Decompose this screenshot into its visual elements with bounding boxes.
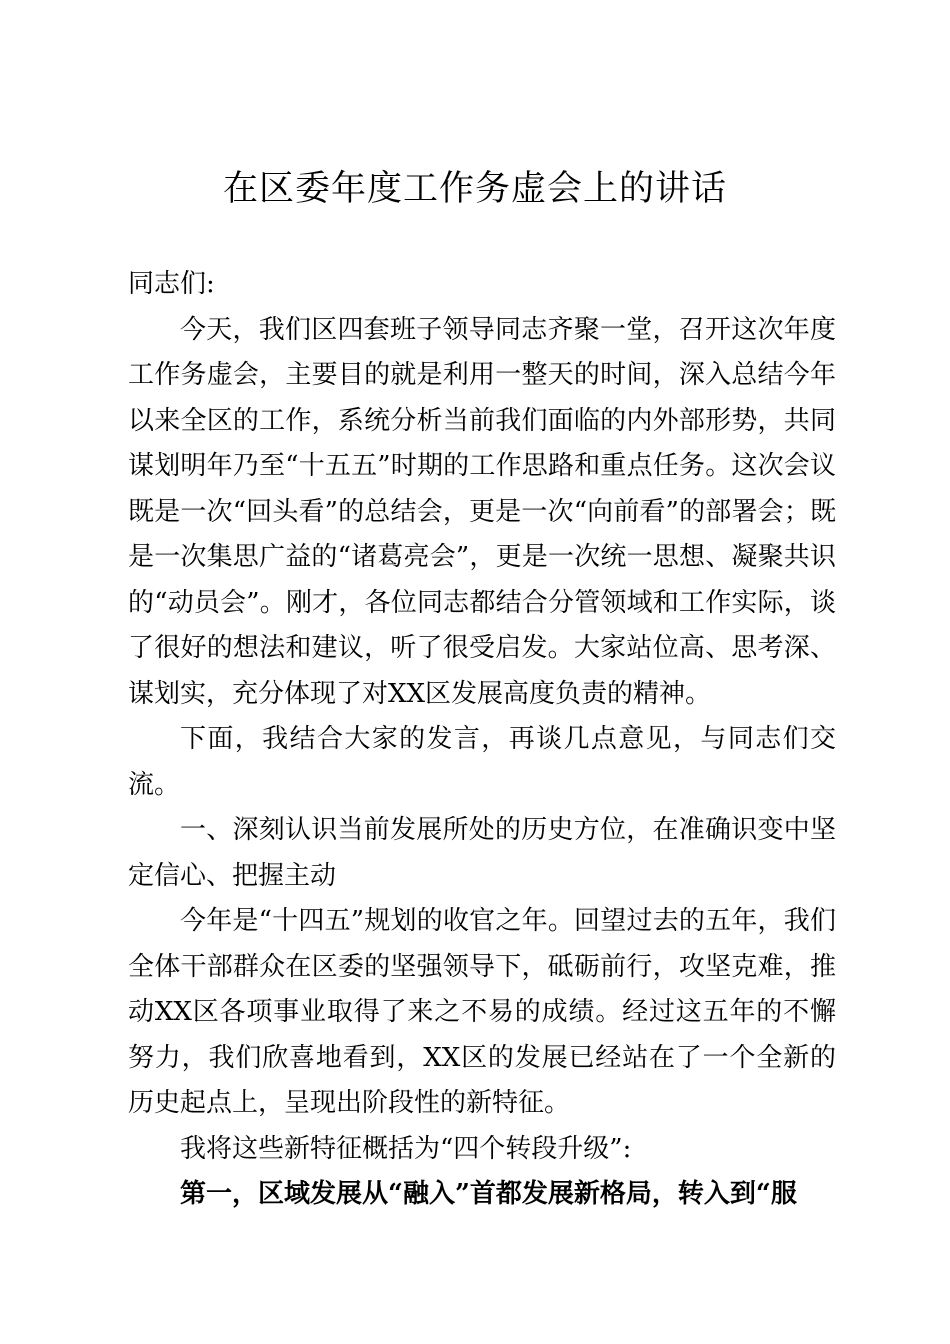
paragraph-four-upgrades: 我将这些新特征概括为“四个转段升级”: xyxy=(180,1133,632,1164)
paragraph-review: 今年是“十四五”规划的收官之年。回望过去的五年，我们全体干部群众在区委的坚强领导下，砥砺前行，攻坚克难，推动XX区各项事业取得了来之不易的成绩。经过这五年的不懈努力，我们欣喜地看到，XX区的发展已经站在了一个全新的历史起点上，呈现出阶段性的新特征。 xyxy=(128,906,836,1118)
bold-point-first: 第一，区域发展从“融入”首都发展新格局，转入到“服 xyxy=(180,1179,797,1209)
document-body xyxy=(128,262,836,1218)
document-title: 在区委年度工作务虚会上的讲话 xyxy=(222,169,727,209)
salutation: 同志们: xyxy=(128,269,215,299)
paragraph-opening: 今天，我们区四套班子领导同志齐聚一堂，召开这次年度工作务虚会，主要目的就是利用一整天的时间，深入总结今年以来全区的工作，系统分析当前我们面临的内外部形势，共同谋划明年乃至“十五五”时期的工作思路和重点任务。这次会议既是一次“回头看”的总结会，更是一次“向前看”的部署会；既是一次集思广益的“诸葛亮会”，更是一次统一思想、凝聚共识的“动员会”。刚才，各位同志都结合分管领域和工作实际，谈了很好的想法和建议，听了很受启发。大家站位高、思考深、谋划实，充分体现了对XX区发展高度负责的精神。 xyxy=(128,314,836,709)
section-heading-one: 一、深刻认识当前发展所处的历史方位，在准确识变中坚定信心、把握主动 xyxy=(128,815,836,891)
paragraph-transition: 下面，我结合大家的发言，再谈几点意见，与同志们交流。 xyxy=(128,724,836,800)
